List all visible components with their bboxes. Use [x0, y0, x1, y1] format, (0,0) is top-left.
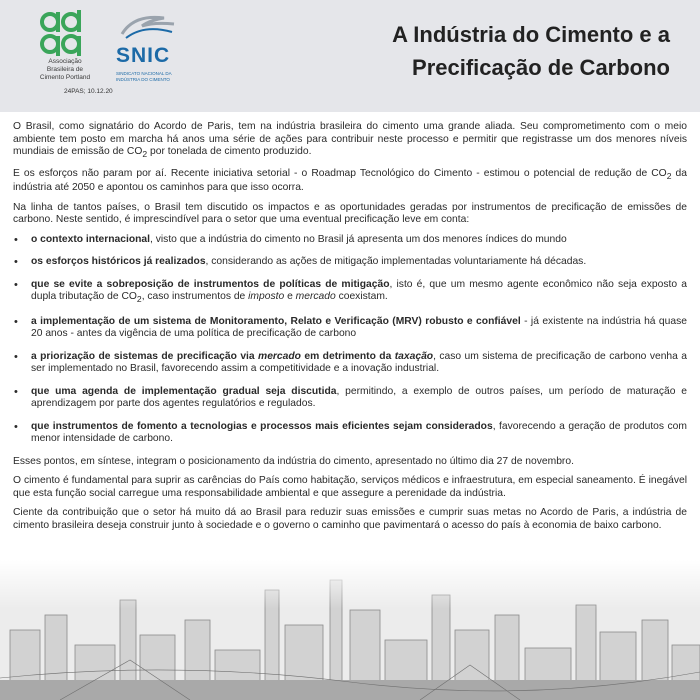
- bullet-icon: •: [14, 315, 18, 328]
- bullet-item: [13, 316, 687, 341]
- bold-text: que instrumentos de fomento a tecnologias e processos mais eficientes sejam considerados: [31, 420, 493, 432]
- bold-text: o contexto internacional: [31, 233, 151, 245]
- text: , permitindo, a exemplo de outros países, um período de maturação e aprendizagem por parte dos agentes regulatórios e regulados.: [31, 385, 687, 410]
- page-title: [310, 18, 670, 84]
- paragraph-closing: Ciente da contribuição que o setor há muito dá ao Brasil para reduzir suas emissões e cumprir suas metas no Acordo de Paris, a indústria de cimento brasileira deseja construir junto à sociedade e o governo o caminho que pavimentará o acesso do país à economia de baixo carbono.: [13, 507, 687, 531]
- abcp-line: Cimento Portland: [39, 74, 91, 81]
- subscript: 2: [142, 149, 148, 160]
- text: por tonelada de cimento produzido.: [147, 146, 312, 157]
- bullet-item: [13, 351, 687, 376]
- italic-text: imposto: [248, 291, 285, 303]
- bullet-icon: •: [14, 420, 18, 433]
- header-banner: [0, 0, 700, 112]
- bullet-icon: •: [14, 350, 18, 363]
- text: E os esforços não param por aí. Recente iniciativa setorial - o Roadmap Tecnológico do Cimento - estimou o potencial de redução de CO: [13, 167, 667, 179]
- bold-text: em detrimento da: [300, 350, 395, 362]
- snic-logo-text: SNIC: [116, 44, 171, 67]
- bullet-icon: •: [14, 278, 18, 291]
- bold-text: os esforços históricos já realizados: [31, 256, 206, 268]
- bullet-item: [13, 234, 687, 247]
- bullet-icon: •: [14, 233, 18, 246]
- text: , caso um sistema de precificação de carbono venha a ser implementado no Brasil, favorecendo assim a competitividade e a inovação industrial.: [31, 350, 688, 375]
- bold-italic-text: mercado: [258, 350, 301, 362]
- bold-text: que uma agenda de implementação gradual seja discutida: [31, 385, 337, 397]
- text: , visto que a indústria do cimento no Brasil já apresenta um dos menores índices do mundo: [150, 233, 567, 245]
- text: , favorecendo a geração de produtos com menor intensidade de carbono.: [31, 420, 687, 445]
- snic-swirl-icon: [114, 12, 184, 42]
- bold-text: a implementação de um sistema de Monitoramento, Relato e Verificação (MRV) robusto e confiável: [31, 315, 521, 327]
- text: , considerando as ações de mitigação implementadas voluntariamente há décadas.: [205, 256, 587, 268]
- bullet-item: [13, 256, 687, 269]
- bullet-list: [13, 234, 687, 446]
- paragraph-context: Na linha de tantos países, o Brasil tem discutido os impactos e as oportunidades geradas por instrumentos de precificação de emissões de carbono. Neste sentido, é imprescindível para o setor que uma eventual precificação leve em conta:: [13, 201, 687, 226]
- article-body: [13, 121, 687, 539]
- abcp-line: Brasileira de: [46, 66, 84, 73]
- paragraph-intro: [13, 121, 687, 161]
- text: , caso instrumentos de: [141, 291, 249, 303]
- bold-italic-text: taxação: [394, 350, 434, 362]
- text: da indústria até 2050 e apontou os caminhos para que isso ocorra.: [13, 167, 687, 194]
- text: , isto é, que um mesmo agente econômico não seja exposto a dupla tributação de CO: [31, 278, 687, 303]
- title-line: Precificação de Carbono: [412, 55, 670, 80]
- subscript: 2: [666, 170, 672, 181]
- text: - já existente na indústria há quase 20 anos - antes da vigência de uma política de precificação de carbono: [31, 315, 687, 340]
- text: e: [284, 291, 296, 303]
- bullet-icon: •: [14, 385, 18, 398]
- paragraph-social: O cimento é fundamental para suprir as carências do País como habitação, serviços médicos e infraestrutura, em especial saneamento. É inegável que esta função social carregue uma responsabilidade ambiental e que assegure a perenidade da indústria.: [13, 475, 687, 499]
- title-line: A Indústria do Cimento e a: [392, 22, 670, 47]
- paragraph-roadmap: [13, 168, 687, 195]
- text: O Brasil, como signatário do Acordo de Paris, tem na indústria brasileira do cimento uma grande aliada. Seu comprometimento com o meio ambiente tem posto em marcha há anos uma série de ações para contribuir neste processo e permitir que registrasse um dos menores níveis mundiais de emissão de CO: [13, 121, 687, 157]
- bullet-icon: •: [14, 256, 18, 269]
- italic-text: mercado: [295, 291, 336, 303]
- bullet-item: [13, 386, 687, 411]
- abcp-line: Associação: [48, 58, 82, 65]
- bullet-item: [13, 279, 687, 306]
- snic-subtitle: SINDICATO NACIONAL DA INDÚSTRIA DO CIMENTO: [116, 71, 172, 82]
- subscript: 2: [136, 294, 142, 305]
- bullet-item: [13, 421, 687, 446]
- paragraph-summary: Esses pontos, em síntese, integram o posicionamento da indústria do cimento, apresentado no último dia 27 de novembro.: [13, 455, 574, 467]
- abcp-name: [30, 58, 100, 82]
- bold-text: a priorização de sistemas de precificação via: [31, 350, 259, 362]
- bold-text: que se evite a sobreposição de instrumentos de políticas de mitigação: [31, 278, 390, 290]
- city-sketch-illustration: [0, 560, 700, 700]
- abcp-logo-icon: [38, 10, 88, 58]
- document-code: 24PAS; 10.12.20: [64, 88, 113, 95]
- text: coexistam.: [335, 291, 388, 303]
